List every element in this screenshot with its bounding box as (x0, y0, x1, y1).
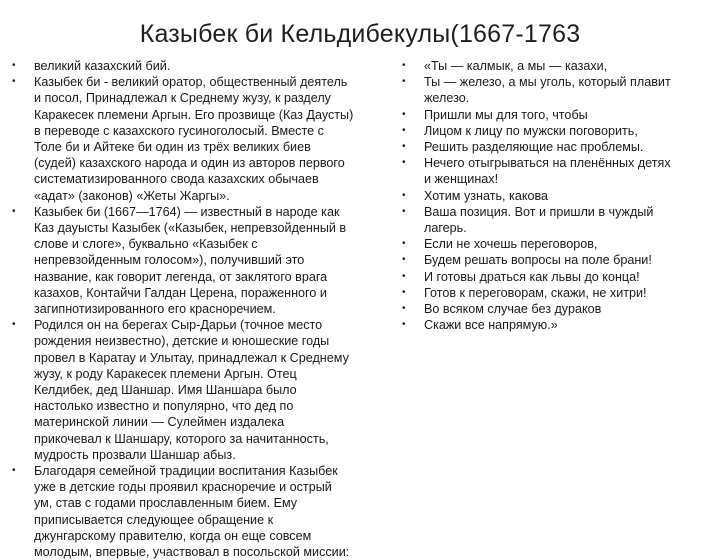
list-item-text: Ты — железо, а мы уголь, который плавит железо. (424, 75, 671, 106)
bullet: • (12, 465, 16, 477)
list-item (12, 317, 382, 463)
right-column (402, 58, 708, 333)
bullet: • (402, 303, 406, 315)
list-item-text: Если не хочешь переговоров, (424, 237, 598, 252)
list-item-text: Ваша позиция. Вот и пришли в чуждый лагерь. (424, 204, 654, 236)
list-item-text: Решить разделяющие нас проблемы. (424, 140, 644, 155)
bullet: • (402, 108, 406, 120)
list-item-text: Благодаря семейной традиции воспитания Казыбек уже в детские годы проявил красноречие и острый ум, став с годами прославленным бием. Ему приписывается следующее обращение к джунгарскому правителю, когда он еще совсем молодым, впервые, участвовал в посольской миссии: (34, 464, 350, 560)
list-item-text: Готов к переговорам, скажи, не хитри! (424, 285, 647, 300)
slide-title: Казыбек би Кельдибекулы(1667-1763 (139, 20, 581, 48)
list-item (402, 252, 708, 268)
bullet: • (12, 205, 16, 217)
list-item (402, 123, 708, 139)
list-item-text: великий казахский бий. (34, 59, 171, 73)
bullet: • (402, 76, 406, 88)
list-item (402, 285, 708, 301)
list-item (12, 463, 382, 560)
bullet: • (402, 286, 406, 298)
list-item-text: Лицом к лицу по мужски поговорить, (424, 123, 638, 138)
bullet: • (402, 124, 406, 136)
left-column (12, 58, 382, 560)
list-item (402, 155, 708, 187)
bullet: • (402, 238, 406, 250)
list-item (402, 204, 708, 236)
list-item (402, 58, 708, 74)
bullet: • (402, 60, 406, 71)
list-item-text: Во всяком случае без дураков (424, 302, 602, 317)
list-item-text: «Ты — калмык, а мы — казахи, (424, 59, 608, 73)
list-item (402, 107, 708, 123)
list-item-text: Скажи все напрямую.» (424, 318, 558, 333)
bullet: • (12, 76, 16, 88)
bullet: • (402, 205, 406, 217)
list-item-text: И готовы драться как львы до конца! (424, 269, 640, 284)
bullet: • (12, 319, 16, 331)
list-item (402, 188, 708, 204)
list-item (12, 204, 382, 317)
list-item (402, 74, 708, 106)
bullet: • (402, 270, 406, 282)
list-item (402, 269, 708, 285)
bullet: • (402, 157, 406, 169)
list-item (12, 58, 382, 74)
bullet: • (12, 60, 16, 71)
list-item-text: Будем решать вопросы на поле брани! (424, 253, 652, 268)
list-item-text: Казыбек би (1667—1764) — известный в народе как Каз дауысты Казыбек («Казыбек, непревзойденный в слове и слоге», буквально «Казыбек с непревзойденным голосом»), получивший это название, как говорит легенда, от заклятого врага казахов, Контайчи Галдан Церена, пораженного и загипнотизированного его красноречием. (34, 204, 347, 317)
list-item (402, 301, 708, 317)
bullet: • (402, 254, 406, 266)
list-item-text: Нечего отыгрываться на пленённых детях и женщинах! (424, 156, 671, 187)
list-item (402, 139, 708, 155)
list-item (402, 317, 708, 333)
list-item-text: Хотим узнать, какова (424, 188, 549, 203)
list-item-text: Родился он на берегах Сыр-Дарьи (точное место рождения неизвестно), детские и юношеские годы провел в Каратау и Улытау, принадлежал к Среднему жузу, к роду Каракесек племени Аргын. Отец Келдибек, дед Шаншар. Имя Шаншара было настолько известно и популярно, что дед по материнской линии — Сулеймен издалека прикочевал к Шаншару, которого за начитанность, мудрость прозвали Шаншар абыз. (34, 318, 349, 462)
list-item (402, 236, 708, 252)
bullet: • (402, 319, 406, 331)
list-item (12, 74, 382, 204)
list-item-text: Пришли мы для того, чтобы (424, 107, 588, 122)
bullet: • (402, 189, 406, 201)
list-item-text: Казыбек би - великий оратор, общественный деятель и посол, Принадлежал к Среднему жузу, к разделу Каракесек племени Аргын. Его прозвище (Каз Даусты) в переводе с казахского гусиноголосый. Вместе с Толе би и Айтеке би один из трёх великих биев (судей) казахского народа и один из авторов первого систематизированного свода казахских обычаев «адат» (законов) «Жеты Жаргы». (34, 75, 354, 203)
bullet: • (402, 141, 406, 153)
